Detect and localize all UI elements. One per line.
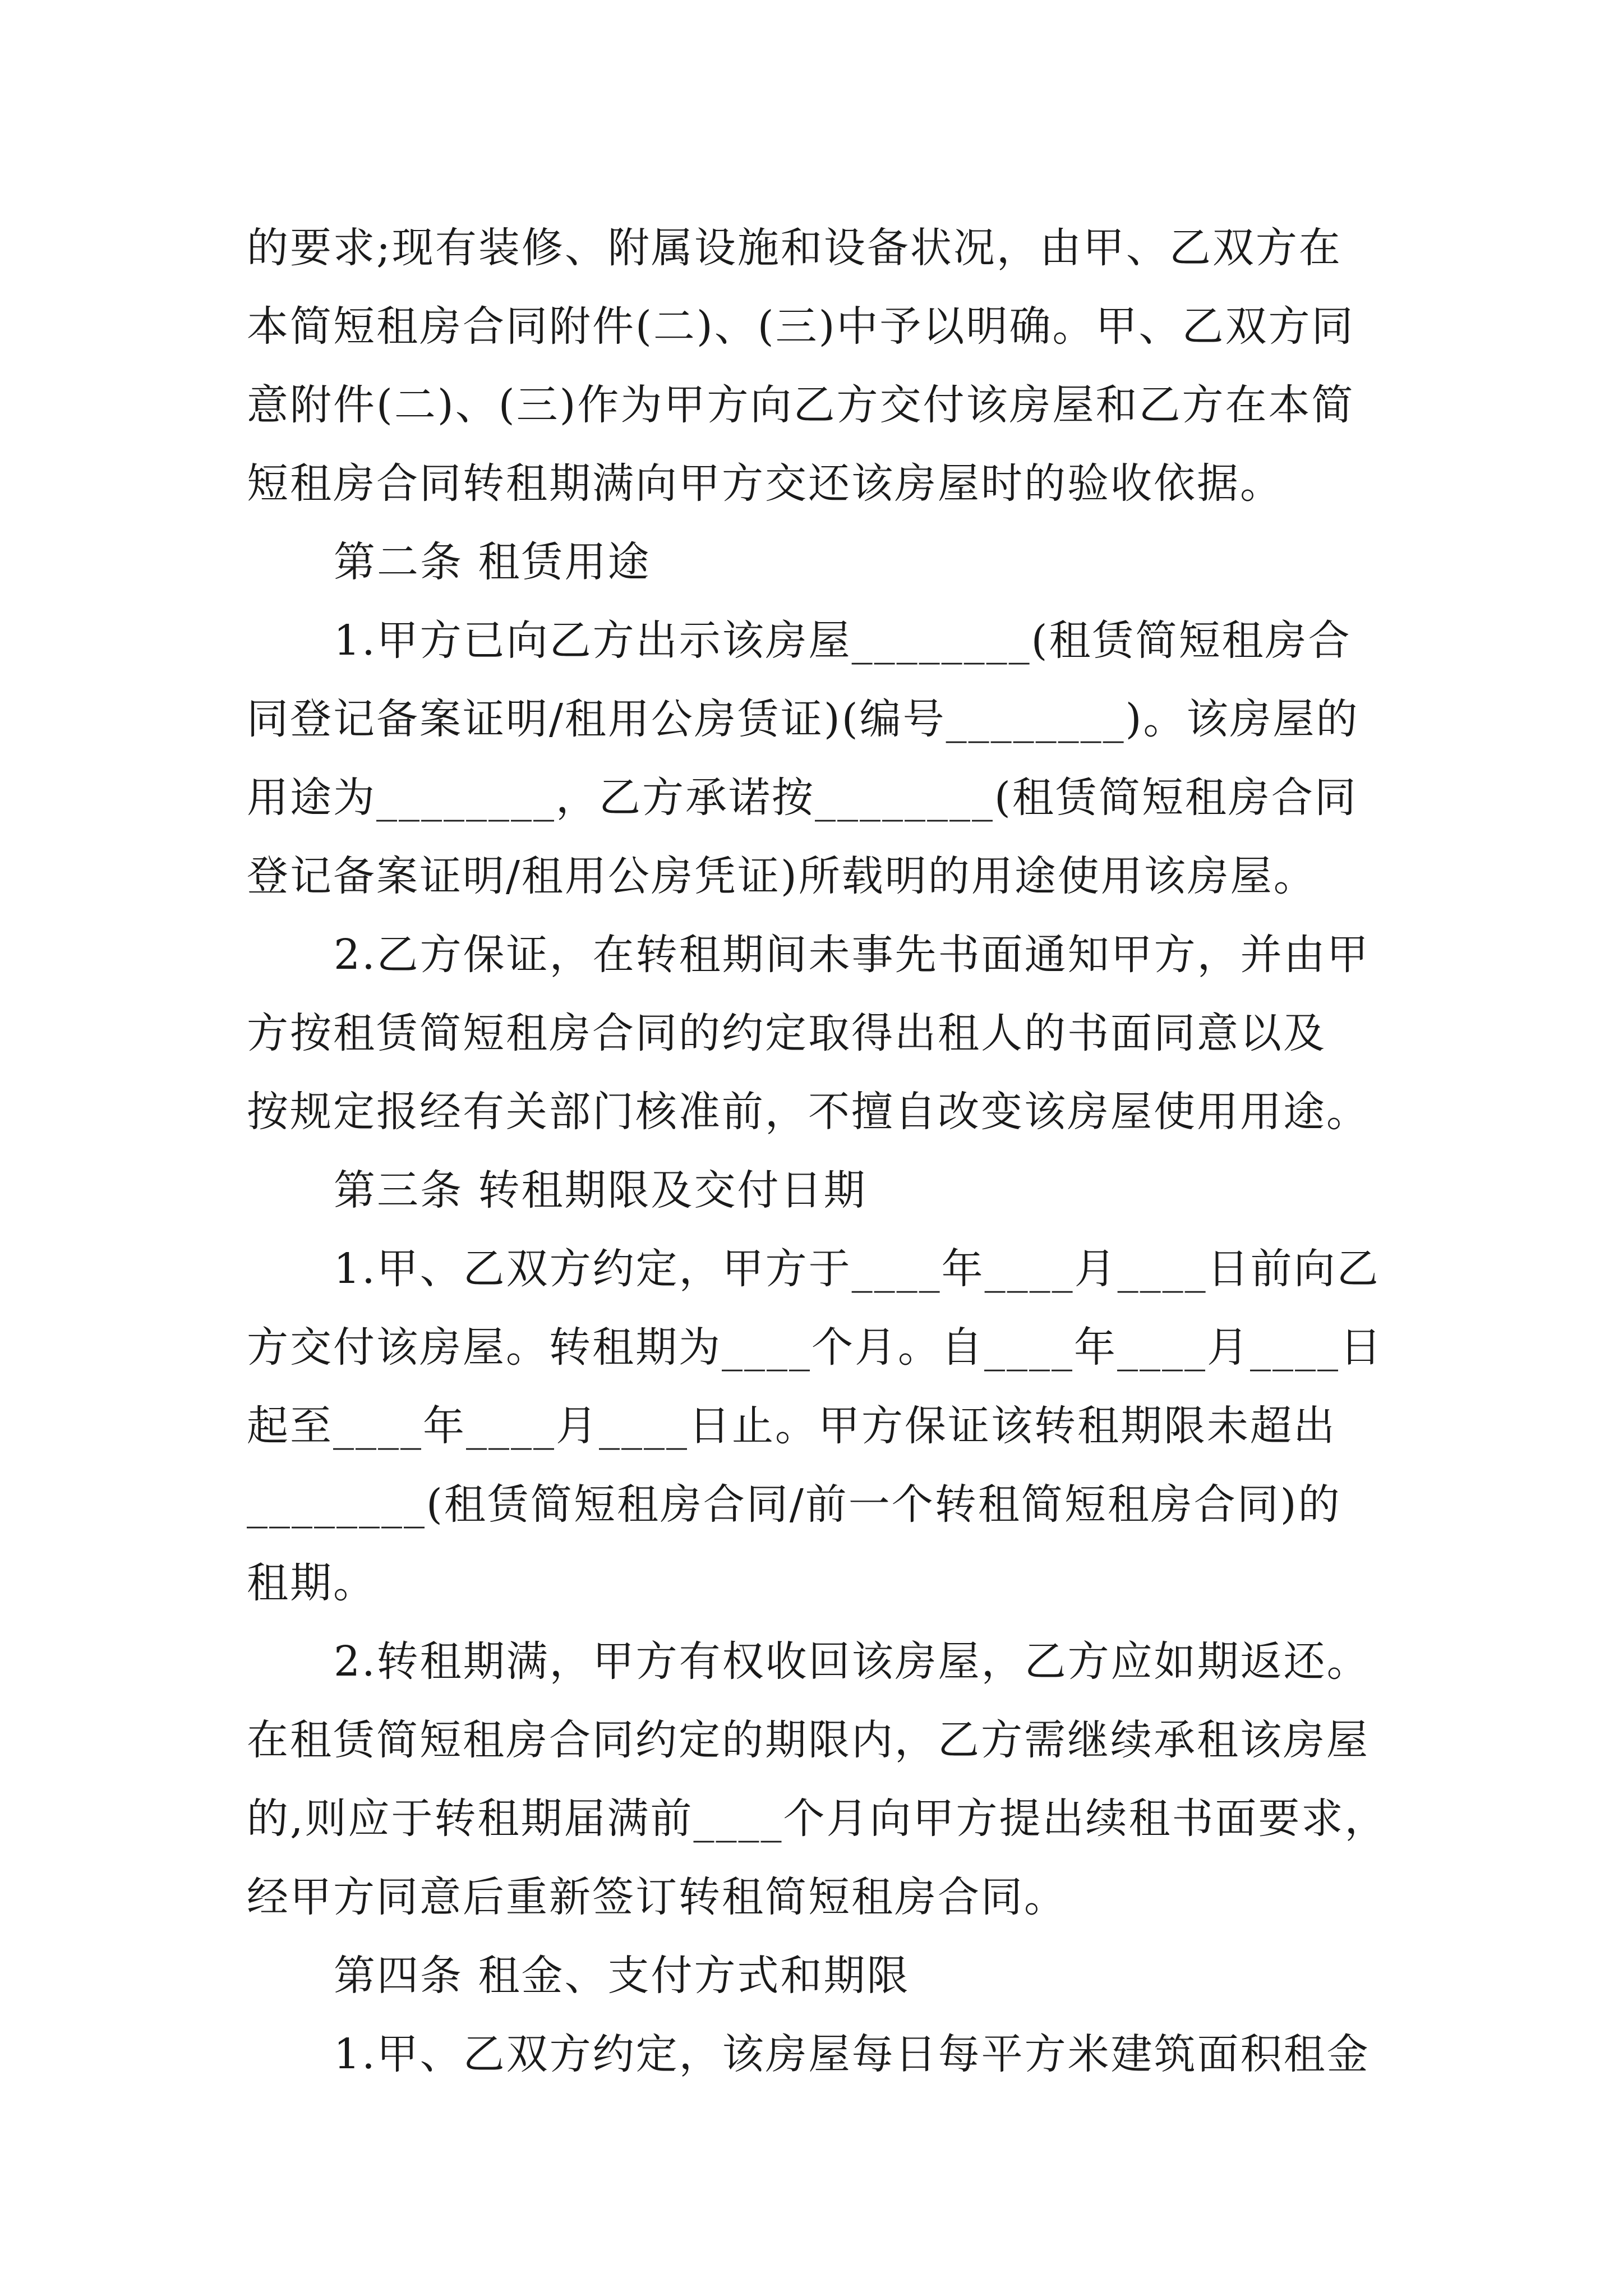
text-line: 的要求;现有装修、附属设施和设备状况，由甲、乙双方在: [247, 224, 1342, 272]
text-line: ________(租赁简短租房合同/前一个转租简短租房合同)的: [247, 1480, 1341, 1529]
text-line: 登记备案证明/租用公房凭证)所载明的用途使用该房屋。: [247, 852, 1317, 900]
section-heading-article-4: 第四条 租金、支付方式和期限: [334, 1952, 910, 2000]
text-line: 意附件(二)、(三)作为甲方向乙方交付该房屋和乙方在本简: [247, 381, 1355, 429]
text-line: 经甲方同意后重新签订转租简短租房合同。: [247, 1873, 1067, 1921]
text-line: 方交付该房屋。转租期为____个月。自____年____月____日: [247, 1323, 1383, 1372]
clause-2-2-first-line: 2.乙方保证，在转租期间未事先书面通知甲方，并由甲: [334, 931, 1370, 979]
text-line: 起至____年____月____日止。甲方保证该转租期限未超出: [247, 1402, 1336, 1450]
text-line: 在租赁简短租房合同约定的期限内，乙方需继续承租该房屋: [247, 1716, 1370, 1764]
text-line: 同登记备案证明/租用公房赁证)(编号________)。该房屋的: [247, 695, 1359, 743]
text-line: 按规定报经有关部门核准前，不擅自改变该房屋使用用途。: [247, 1088, 1370, 1136]
text-line: 短租房合同转租期满向甲方交还该房屋时的验收依据。: [247, 459, 1283, 508]
clause-4-1-first-line: 1.甲、乙双方约定，该房屋每日每平方米建筑面积租金: [334, 2030, 1370, 2078]
text-line: 用途为________，乙方承诺按________(租赁简短租房合同: [247, 774, 1358, 822]
document-body: [247, 209, 1388, 2093]
text-line: 本简短租房合同附件(二)、(三)中予以明确。甲、乙双方同: [247, 302, 1355, 351]
text-line: 租期。: [247, 1559, 376, 1607]
clause-3-2-first-line: 2.转租期满，甲方有权收回该房屋，乙方应如期返还。: [334, 1637, 1370, 1686]
text-line: 方按租赁简短租房合同的约定取得出租人的书面同意以及: [247, 1009, 1326, 1057]
clause-2-1-first-line: 1.甲方已向乙方出示该房屋________(租赁简短租房合: [334, 616, 1352, 665]
section-heading-article-2: 第二条 租赁用途: [334, 538, 651, 586]
section-heading-article-3: 第三条 转租期限及交付日期: [334, 1166, 867, 1214]
clause-3-1-first-line: 1.甲、乙双方约定，甲方于____年____月____日前向乙: [334, 1245, 1380, 1293]
text-line: 的,则应于转租期届满前____个月向甲方提出续租书面要求，: [247, 1795, 1388, 1843]
